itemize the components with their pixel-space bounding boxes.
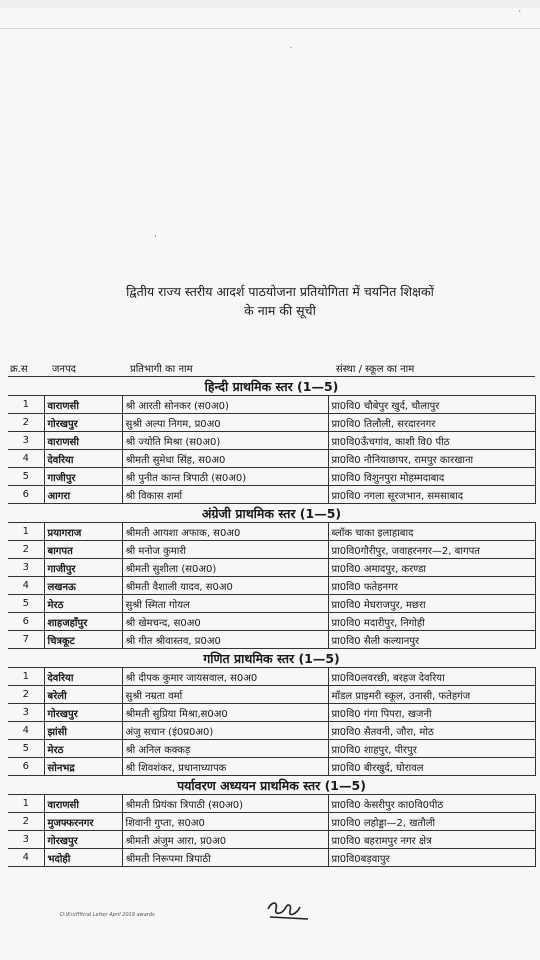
serial-cell: 1 (8, 523, 44, 541)
participant-cell: श्री गीत श्रीवास्तव, प्र0अ0 (122, 631, 328, 649)
participant-cell: सुश्री नम्रता वर्मा (122, 686, 328, 704)
institution-cell: प्रा0वि0 विशुनपुरा मोहम्मदाबाद (328, 468, 535, 486)
serial-cell: 1 (8, 795, 44, 813)
institution-cell: प्रा0वि0 नौनियाछापर, रामपुर कारखाना (328, 450, 535, 468)
institution-cell: प्रा0वि0 फतेहनगर (328, 577, 535, 595)
district-cell: मुजफ्फरनगर (44, 813, 122, 831)
serial-cell: 5 (8, 468, 44, 486)
serial-cell: 4 (8, 577, 44, 595)
serial-cell: 1 (8, 396, 44, 414)
participant-cell: श्री शिवशंकर, प्रधानाध्यापक (122, 758, 328, 776)
table-row (8, 577, 535, 595)
participant-cell: श्री विकास शर्मा (122, 486, 328, 504)
col-participant: प्रतिभागी का नाम (130, 364, 193, 375)
table-row (8, 668, 535, 686)
district-cell: प्रयागराज (44, 523, 122, 541)
serial-cell: 5 (8, 740, 44, 758)
district-cell: वाराणसी (44, 432, 122, 450)
serial-cell: 2 (8, 813, 44, 831)
stray-mark: · (154, 232, 157, 242)
institution-cell: प्रा0वि0 सैतवनी, जौरा, मोठ (328, 722, 535, 740)
institution-cell: प्रा0वि0 तिलौली, सरदारनगर (328, 414, 535, 432)
institution-cell: प्रा0वि0बड़वापुर (328, 849, 535, 867)
section-title: पर्यावरण अध्ययन प्राथमिक स्तर (1—5) (8, 776, 535, 795)
institution-cell: प्रा0वि0 नगला सूरजभान, समसाबाद (328, 486, 535, 504)
participant-cell: श्री पुनीत कान्त त्रिपाठी (स0अ0) (122, 468, 328, 486)
signature (262, 895, 322, 925)
district-cell: बागपत (44, 541, 122, 559)
institution-cell: प्रा0वि0 बहरामपुर नगर क्षेत्र (328, 831, 535, 849)
district-cell: लखनऊ (44, 577, 122, 595)
table-row (8, 414, 535, 432)
serial-cell: 2 (8, 414, 44, 432)
serial-cell: 3 (8, 432, 44, 450)
section-row (8, 377, 535, 396)
district-cell: सोनभद्र (44, 758, 122, 776)
title-line-1: द्वितीय राज्य स्तरीय आदर्श पाठयोजना प्रतियोगिता में चयनित शिक्षकों (126, 284, 434, 299)
participant-cell: शिवानी गुप्ता, स0अ0 (122, 813, 328, 831)
district-cell: गोरखपुर (44, 704, 122, 722)
district-cell: गाजीपुर (44, 468, 122, 486)
district-cell: चित्रकूट (44, 631, 122, 649)
institution-cell: प्रा0वि0 केसरीपुर का0वि0पीठ (328, 795, 535, 813)
table-row (8, 541, 535, 559)
participant-cell: अंजु सचान (इं0प्र0अ0) (122, 722, 328, 740)
table-row (8, 396, 535, 414)
participant-cell: श्री खेमचन्द, स0अ0 (122, 613, 328, 631)
table-row (8, 831, 535, 849)
serial-cell: 4 (8, 722, 44, 740)
serial-cell: 6 (8, 613, 44, 631)
serial-cell: 4 (8, 450, 44, 468)
participant-cell: सुश्री स्मिता गोयल (122, 595, 328, 613)
table-row (8, 559, 535, 577)
participant-cell: श्री मनोज कुमारी (122, 541, 328, 559)
institution-cell: प्रा0वि0 शाहपुर, पीरपुर (328, 740, 535, 758)
participant-cell: श्रीमती सुमेधा सिंह, स0अ0 (122, 450, 328, 468)
table-row (8, 722, 535, 740)
institution-cell: प्रा0वि0 अमादपुर, करण्डा (328, 559, 535, 577)
table-row (8, 595, 535, 613)
title-line-2: के नाम की सूची (244, 303, 316, 318)
institution-cell: प्रा0वि0 बीरखुर्द, घोरावल (328, 758, 535, 776)
table-header (8, 357, 535, 377)
district-cell: वाराणसी (44, 795, 122, 813)
institution-cell: ब्लॉक चाका इलाहाबाद (328, 523, 535, 541)
serial-cell: 2 (8, 686, 44, 704)
col-serial: क्र.स (10, 364, 28, 375)
institution-cell: प्रा0वि0लवरछी, बरहज देवरिया (328, 668, 535, 686)
institution-cell: प्रा0वि0 मदारीपुर, निगोही (328, 613, 535, 631)
table-row (8, 686, 535, 704)
col-institution: संस्था / स्कूल का नाम (336, 364, 415, 375)
institution-cell: प्रा0वि0 चौबेपुर खुर्द, चौलापुर (328, 396, 535, 414)
serial-cell: 3 (8, 831, 44, 849)
section-row (8, 649, 535, 668)
serial-cell: 3 (8, 559, 44, 577)
district-cell: मेरठ (44, 740, 122, 758)
top-bar (0, 0, 540, 8)
institution-cell: प्रा0वि0ऊँचगांव, काशी वि0 पीठ (328, 432, 535, 450)
institution-cell: प्रा0वि0गौरीपुर, जवाहरनगर—2, बागपत (328, 541, 535, 559)
section-row (8, 776, 535, 795)
section-title: अंग्रेजी प्राथमिक स्तर (1—5) (8, 504, 535, 523)
participant-cell: श्रीमती वैशाली यादव, स0अ0 (122, 577, 328, 595)
teachers-table (8, 376, 536, 867)
participant-cell: श्रीमती निरूपमा त्रिपाठी (122, 849, 328, 867)
institution-cell: प्रा0वि0 लहोड्डा—2, खतौली (328, 813, 535, 831)
district-cell: गोरखपुर (44, 831, 122, 849)
participant-cell: श्रीमती आयशा अफाक, स0अ0 (122, 523, 328, 541)
section-title: हिन्दी प्राथमिक स्तर (1—5) (8, 377, 535, 396)
district-cell: देवरिया (44, 668, 122, 686)
section-row (8, 504, 535, 523)
institution-cell: मॉडल प्राइमरी स्कूल, उनासी, फतेहगंज (328, 686, 535, 704)
section-title: गणित प्राथमिक स्तर (1—5) (8, 649, 535, 668)
district-cell: मेरठ (44, 595, 122, 613)
district-cell: देवरिया (44, 450, 122, 468)
participant-cell: श्रीमती सुशीला (स0अ0) (122, 559, 328, 577)
table-row (8, 468, 535, 486)
table-row (8, 432, 535, 450)
serial-cell: 2 (8, 541, 44, 559)
district-cell: शाहजहाँपुर (44, 613, 122, 631)
district-cell: भदोही (44, 849, 122, 867)
district-cell: गाजीपुर (44, 559, 122, 577)
col-district: जनपद (52, 364, 76, 375)
serial-cell: 1 (8, 668, 44, 686)
participant-cell: श्रीमती सुप्रिया मिश्रा,स0अ0 (122, 704, 328, 722)
institution-cell: प्रा0वि0 सैली कल्यानपुर (328, 631, 535, 649)
serial-cell: 4 (8, 849, 44, 867)
institution-cell: प्रा0वि0 मेघराजपुर, मछरा (328, 595, 535, 613)
participant-cell: श्री दीपक कुमार जायसवाल, स0अ0 (122, 668, 328, 686)
serial-cell: 3 (8, 704, 44, 722)
participant-cell: सुश्री अल्पा निगम, प्र0अ0 (122, 414, 328, 432)
table-row (8, 849, 535, 867)
district-cell: गोरखपुर (44, 414, 122, 432)
institution-cell: प्रा0वि0 गंगा पिपरा, खजनी (328, 704, 535, 722)
participant-cell: श्रीमती प्रियंका त्रिपाठी (स0अ0) (122, 795, 328, 813)
table-row (8, 631, 535, 649)
table-row (8, 813, 535, 831)
serial-cell: 6 (8, 486, 44, 504)
participant-cell: श्री अनिल कक्कड़ (122, 740, 328, 758)
table-row (8, 486, 535, 504)
footer-path: D:\Kruffficial Letter April 2019 awards (60, 912, 155, 918)
table-row (8, 740, 535, 758)
district-cell: झांसी (44, 722, 122, 740)
table-row (8, 613, 535, 631)
table-row (8, 450, 535, 468)
table-row (8, 523, 535, 541)
participant-cell: श्रीमती अंजुम आरा, प्र0अ0 (122, 831, 328, 849)
district-cell: वाराणसी (44, 396, 122, 414)
district-cell: आगरा (44, 486, 122, 504)
page-mark: · (290, 44, 293, 52)
document-title (40, 282, 520, 320)
serial-cell: 7 (8, 631, 44, 649)
participant-cell: श्री ज्योति मिश्रा (स0अ0) (122, 432, 328, 450)
serial-cell: 6 (8, 758, 44, 776)
district-cell: बरेली (44, 686, 122, 704)
table-row (8, 795, 535, 813)
participant-cell: श्री आरती सोनकर (स0अ0) (122, 396, 328, 414)
table-row (8, 758, 535, 776)
top-divider (0, 28, 540, 29)
table-row (8, 704, 535, 722)
serial-cell: 5 (8, 595, 44, 613)
